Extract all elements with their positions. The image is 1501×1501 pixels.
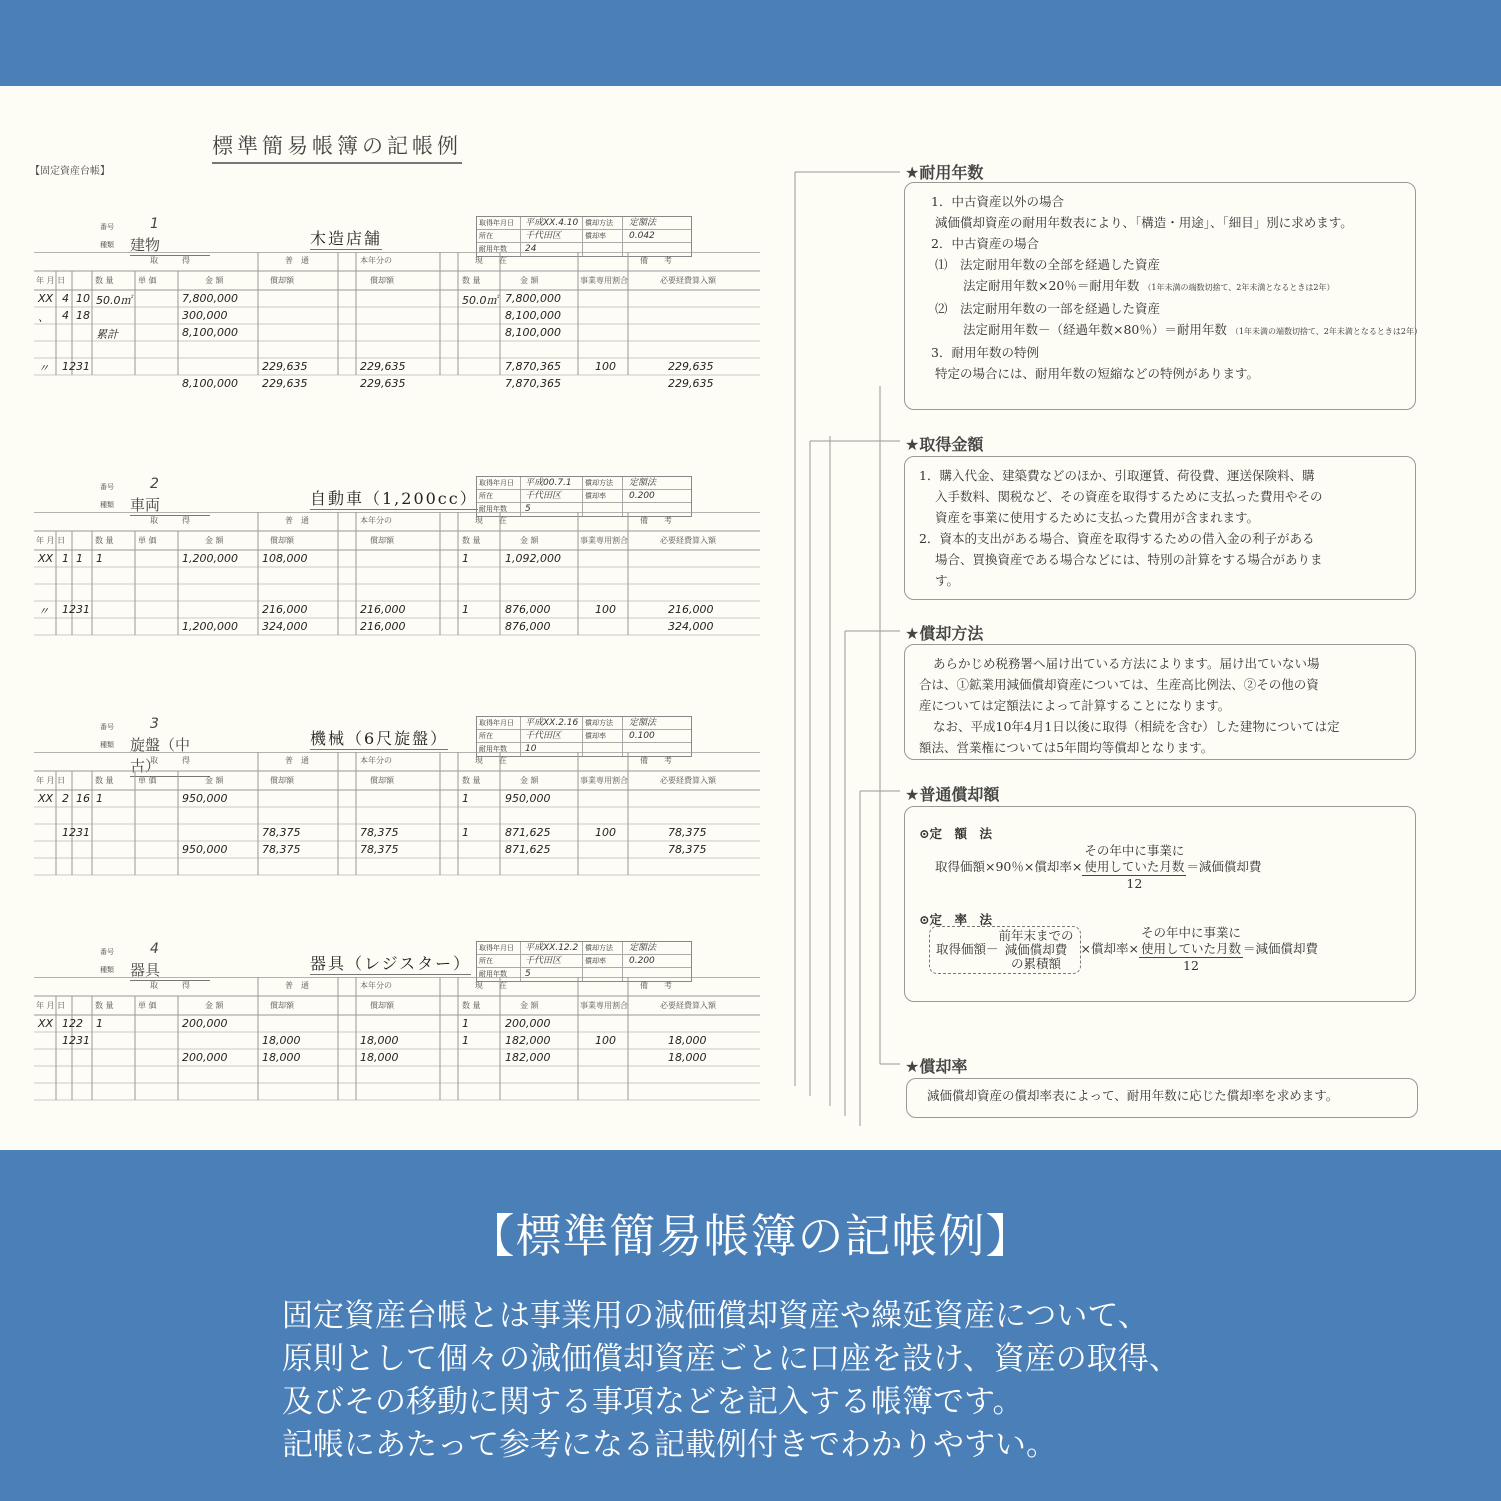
asset-no: 1 [150, 216, 159, 232]
column-header: 現 在 [475, 981, 507, 990]
info-cell: 千代田区 [521, 730, 583, 742]
top-banner [0, 0, 1501, 86]
column-header: 現 在 [475, 516, 507, 525]
info-cell: 償却方法 [583, 942, 623, 954]
asset-no: 3 [150, 716, 159, 732]
table-cell: 950,000 [182, 792, 228, 805]
note-line: 2．資本的支出がある場合、資産を取得するための借入金の利子がある [919, 531, 1315, 546]
info-cell: 千代田区 [521, 955, 583, 967]
table-cell: 100 [595, 1034, 616, 1047]
column-header: 償却額 [270, 536, 294, 545]
column-header: 年 月 日 [36, 536, 66, 545]
note-method-title: ★償却方法 [905, 624, 984, 643]
table-cell: 、 [38, 311, 49, 324]
table-cell: 324,000 [668, 620, 714, 633]
table-cell: 300,000 [182, 309, 228, 322]
column-header: 取 得 [150, 256, 190, 265]
info-cell: 償却率 [583, 490, 623, 502]
info-cell: 0.042 [629, 231, 655, 241]
column-header: 単 価 [138, 776, 157, 785]
column-header: 普 通 [285, 981, 309, 990]
info-cell: 取得年月日 [477, 717, 521, 729]
table-cell: 12 [62, 360, 76, 373]
table-cell: 100 [595, 360, 616, 373]
column-header: 償却額 [270, 276, 294, 285]
caption-line: 及びその移動に関する事項などを記入する帳簿です。 [282, 1384, 1024, 1420]
table-cell: 200,000 [505, 1017, 551, 1030]
column-header: 備 考 [640, 256, 672, 265]
column-header: 数 量 [462, 776, 481, 785]
column-header: 単 価 [138, 276, 157, 285]
column-header: 数 量 [95, 536, 114, 545]
table-cell: 18,000 [360, 1051, 399, 1064]
table-cell: 7,800,000 [182, 292, 238, 305]
note-line: 2．中古資産の場合 [931, 236, 1039, 251]
caption-body [282, 1295, 1382, 1467]
note-line: なお、平成10年4月1日以後に取得（相続を含む）した建物については定 [933, 719, 1340, 734]
table-cell: 4 [62, 309, 69, 322]
table-cell: 31 [76, 826, 90, 839]
table-cell: 950,000 [505, 792, 551, 805]
column-header: 備 考 [640, 981, 672, 990]
table-cell: 累計 [96, 328, 118, 341]
asset-name: 木造店舗 [310, 226, 382, 250]
table-cell: 1,200,000 [182, 552, 238, 565]
asset-name: 自動車（1,200cc） [310, 486, 478, 510]
table-cell: 16 [76, 792, 90, 805]
column-header: 金 額 [520, 1001, 539, 1010]
teiritsu-formula: 取得価額－ 前年末までの 減価償却費 の累積額 ×償却率× その年中に事業に 使用していた月数 12 ＝減価償却費 [929, 925, 1318, 974]
table-cell: 7,870,365 [505, 377, 561, 390]
asset-no-label: 番号 [100, 483, 114, 491]
column-header: 償却額 [370, 776, 394, 785]
table-cell: 50.0㎡ [96, 294, 132, 307]
info-cell: 耐用年数 [477, 968, 521, 981]
info-cell: 0.100 [629, 731, 655, 741]
table-cell: 229,635 [668, 360, 714, 373]
note-line: あらかじめ税務署へ届け出ている方法によります。届け出ていない場 [933, 656, 1320, 671]
table-cell: 18,000 [360, 1034, 399, 1047]
info-cell: 5 [521, 503, 583, 516]
column-header: 償却額 [370, 536, 394, 545]
column-header: 償却額 [370, 1001, 394, 1010]
table-cell: 229,635 [360, 377, 406, 390]
table-cell: 182,000 [505, 1034, 551, 1047]
note-line: 産については定額法によって計算することになります。 [919, 698, 1231, 713]
column-header: 数 量 [95, 1001, 114, 1010]
table-cell: 216,000 [360, 620, 406, 633]
table-cell: 8,100,000 [505, 309, 561, 322]
table-cell: 1 [462, 792, 469, 805]
column-header: 償却額 [370, 276, 394, 285]
table-cell: 871,625 [505, 826, 551, 839]
column-header: 金 額 [520, 276, 539, 285]
asset-no: 4 [150, 941, 159, 957]
column-header: 事業専用割合 [580, 776, 628, 785]
table-cell: 12 [62, 603, 76, 616]
table-cell: 78,375 [262, 826, 301, 839]
info-cell: 定額法 [629, 943, 657, 953]
table-cell: 108,000 [262, 552, 308, 565]
info-cell: 取得年月日 [477, 942, 521, 954]
info-cell: 所在 [477, 730, 521, 742]
note-line: ⑴ 法定耐用年数の全部を経過した資産 [935, 257, 1161, 272]
note-line: 場合、買換資産である場合などには、特別の計算をする場合がありま [935, 552, 1323, 567]
ledger-sheet [0, 86, 1501, 1150]
table-cell: 2 [62, 792, 69, 805]
table-cell: 1 [462, 1034, 469, 1047]
asset-type-label: 種類 [100, 741, 114, 749]
table-cell: 216,000 [262, 603, 308, 616]
asset-no: 2 [150, 476, 159, 492]
table-cell: 31 [76, 603, 90, 616]
column-header: 数 量 [95, 276, 114, 285]
table-cell: XX [38, 792, 54, 805]
table-cell: 18,000 [668, 1034, 707, 1047]
note-method-box [904, 644, 1416, 760]
note-line: 減価償却資産の償却率表によって、耐用年数に応じた償却率を求めます。 [927, 1088, 1339, 1103]
column-header: 必要経費算入額 [660, 1001, 716, 1010]
column-header: 年 月 日 [36, 1001, 66, 1010]
info-cell: 所在 [477, 230, 521, 242]
asset-type-label: 種類 [100, 501, 114, 509]
asset-type: 旋盤（中古） [130, 734, 210, 777]
info-cell: 償却方法 [583, 217, 623, 229]
asset-info-box [476, 716, 692, 757]
table-cell: 100 [595, 826, 616, 839]
table-cell: 31 [76, 1034, 90, 1047]
note-line: 3．耐用年数の特例 [931, 345, 1039, 360]
column-header: 金 額 [205, 536, 224, 545]
table-cell: 2 [76, 1017, 83, 1030]
asset-type: 車両 [130, 494, 210, 516]
column-header: 単 価 [138, 536, 157, 545]
column-header: 必要経費算入額 [660, 276, 716, 285]
document-label: 【固定資産台帳】 [30, 166, 110, 177]
table-cell: 216,000 [360, 603, 406, 616]
table-cell: 7,800,000 [505, 292, 561, 305]
column-header: 現 在 [475, 256, 507, 265]
caption-title: 【標準簡易帳簿の記帳例】 [468, 1209, 1033, 1263]
table-cell: 8,100,000 [182, 326, 238, 339]
note-life-title: ★耐用年数 [905, 163, 984, 182]
table-cell: 78,375 [360, 843, 399, 856]
table-cell: 1,092,000 [505, 552, 561, 565]
table-cell: 1 [62, 552, 69, 565]
column-header: 償却額 [270, 1001, 294, 1010]
column-header: 必要経費算入額 [660, 776, 716, 785]
column-header: 本年分の [360, 981, 392, 990]
table-cell: 12 [62, 1017, 76, 1030]
table-cell: 12 [62, 826, 76, 839]
info-cell: 定額法 [629, 478, 657, 488]
column-header: 年 月 日 [36, 776, 66, 785]
column-header: 現 在 [475, 756, 507, 765]
column-header: 本年分の [360, 256, 392, 265]
note-line: 1．中古資産以外の場合 [931, 194, 1064, 209]
asset-info-box [476, 216, 692, 257]
note-line: 法定耐用年数×20％＝耐用年数 （1年未満の端数切捨て、2年未満となるときは2年） [963, 278, 1335, 293]
info-cell: 千代田区 [521, 490, 583, 502]
table-cell: 1 [96, 552, 103, 565]
table-cell: 1 [96, 1017, 103, 1030]
column-header: 備 考 [640, 516, 672, 525]
column-header: 本年分の [360, 756, 392, 765]
info-cell: 定額法 [629, 218, 657, 228]
info-cell: 耐用年数 [477, 743, 521, 756]
asset-name: 機械（6尺旋盤） [310, 726, 448, 750]
table-cell: 78,375 [668, 826, 707, 839]
column-header: 償却額 [270, 776, 294, 785]
column-header: 普 通 [285, 756, 309, 765]
table-cell: 200,000 [182, 1017, 228, 1030]
table-cell: 876,000 [505, 620, 551, 633]
column-header: 取 得 [150, 516, 190, 525]
table-cell: 1 [462, 826, 469, 839]
info-cell: 平成XX.4.10 [521, 217, 583, 229]
column-header: 単 価 [138, 1001, 157, 1010]
column-header: 数 量 [462, 1001, 481, 1010]
column-header: 普 通 [285, 256, 309, 265]
table-cell: 1 [462, 603, 469, 616]
info-cell: 所在 [477, 490, 521, 502]
table-cell: 876,000 [505, 603, 551, 616]
column-header: 数 量 [462, 276, 481, 285]
table-cell: 182,000 [505, 1051, 551, 1064]
table-cell: 1 [96, 792, 103, 805]
table-cell: 950,000 [182, 843, 228, 856]
note-line: 入手数料、関税など、その資産を取得するために支払った費用やその [935, 489, 1323, 504]
column-header: 事業専用割合 [580, 536, 628, 545]
note-line: す。 [935, 573, 960, 588]
ledger-grid [0, 752, 800, 879]
table-cell: XX [38, 292, 54, 305]
column-header: 本年分の [360, 516, 392, 525]
asset-no-label: 番号 [100, 948, 114, 956]
table-cell: 7,870,365 [505, 360, 561, 373]
table-cell: 18,000 [262, 1034, 301, 1047]
asset-no-label: 番号 [100, 223, 114, 231]
teigaku-label: ⊙定 額 法 [919, 826, 992, 841]
table-cell: 8,100,000 [182, 377, 238, 390]
note-line: 法定耐用年数－（経過年数×80％）＝耐用年数 （1年未満の端数切捨て、2年未満となるときは2年） [963, 322, 1422, 337]
column-header: 年 月 日 [36, 276, 66, 285]
table-cell: 4 [62, 292, 69, 305]
asset-type: 建物 [130, 234, 210, 256]
table-cell: 229,635 [360, 360, 406, 373]
caption-line: 固定資産台帳とは事業用の減価償却資産や繰延資産について、 [282, 1298, 1149, 1334]
info-cell: 平成00.7.1 [521, 477, 583, 489]
note-acq-title: ★取得金額 [905, 435, 984, 454]
table-cell: XX [38, 552, 54, 565]
table-cell: XX [38, 1017, 54, 1030]
table-cell: 31 [76, 360, 90, 373]
info-cell: 償却率 [583, 955, 623, 967]
table-cell: 200,000 [182, 1051, 228, 1064]
column-header: 普 通 [285, 516, 309, 525]
column-header: 事業専用割合 [580, 1001, 628, 1010]
table-cell: 78,375 [668, 843, 707, 856]
table-cell: 18,000 [668, 1051, 707, 1064]
teiritsu-label: ⊙定 率 法 [919, 912, 992, 927]
info-cell: 償却率 [583, 730, 623, 742]
info-cell: 償却方法 [583, 717, 623, 729]
info-cell: 平成XX.12.2 [521, 942, 583, 954]
info-cell: 5 [521, 968, 583, 981]
table-cell: 1 [462, 1017, 469, 1030]
info-cell: 10 [521, 743, 583, 756]
table-cell: 871,625 [505, 843, 551, 856]
column-header: 事業専用割合 [580, 276, 628, 285]
note-acq-box [904, 456, 1416, 600]
table-cell: 〃 [38, 362, 49, 375]
column-header: 備 考 [640, 756, 672, 765]
note-rate-box [906, 1078, 1418, 1118]
table-cell: 78,375 [262, 843, 301, 856]
column-header: 金 額 [205, 276, 224, 285]
info-cell: 0.200 [629, 956, 655, 966]
column-header: 取 得 [150, 981, 190, 990]
column-header: 取 得 [150, 756, 190, 765]
table-cell: 100 [595, 603, 616, 616]
asset-type-label: 種類 [100, 241, 114, 249]
info-cell: 耐用年数 [477, 243, 521, 256]
table-cell: 〃 [38, 605, 49, 618]
asset-name: 器具（レジスター） [310, 951, 471, 975]
asset-no-label: 番号 [100, 723, 114, 731]
table-cell: 78,375 [360, 826, 399, 839]
info-cell: 償却方法 [583, 477, 623, 489]
table-cell: 50.0㎡ [462, 294, 498, 307]
table-cell: 1 [76, 552, 83, 565]
table-cell: 216,000 [668, 603, 714, 616]
note-normal-box [904, 806, 1416, 1002]
column-header: 必要経費算入額 [660, 536, 716, 545]
note-line: 額法、営業権については5年間均等償却となります。 [919, 740, 1214, 755]
info-cell: 定額法 [629, 718, 657, 728]
info-cell: 取得年月日 [477, 477, 521, 489]
asset-type-label: 種類 [100, 966, 114, 974]
info-cell: 償却率 [583, 230, 623, 242]
document-title: 標準簡易帳簿の記帳例 [212, 130, 462, 164]
note-line: 合は、①鉱業用減価償却資産については、生産高比例法、②その他の資 [919, 677, 1319, 692]
table-cell: 229,635 [668, 377, 714, 390]
column-header: 数 量 [95, 776, 114, 785]
table-cell: 229,635 [262, 360, 308, 373]
note-line: ⑵ 法定耐用年数の一部を経過した資産 [935, 301, 1161, 316]
teiritsu-dashed-box: 取得価額－ 前年末までの 減価償却費 の累積額 [929, 926, 1081, 974]
frac-numerator: その年中に事業に 使用していた月数 [1084, 843, 1185, 874]
asset-info-box [476, 941, 692, 982]
info-cell: 24 [521, 243, 583, 256]
table-cell: 229,635 [262, 377, 308, 390]
table-cell: 1,200,000 [182, 620, 238, 633]
column-header: 金 額 [520, 776, 539, 785]
table-cell: 18 [76, 309, 90, 322]
table-cell: 12 [62, 1034, 76, 1047]
note-rate-title: ★償却率 [905, 1057, 968, 1076]
note-line: 特定の場合には、耐用年数の短縮などの特例があります。 [935, 366, 1260, 381]
column-header: 金 額 [520, 536, 539, 545]
info-cell: 千代田区 [521, 230, 583, 242]
note-line: 資産を事業に使用するために支払った費用が含まれます。 [935, 510, 1260, 525]
info-cell: 所在 [477, 955, 521, 967]
note-normal-title: ★普通償却額 [905, 785, 1000, 804]
teigaku-formula: 取得価額×90％×償却率× その年中に事業に 使用していた月数 12 ＝減価償却費 [935, 843, 1262, 891]
info-cell: 平成XX.2.16 [521, 717, 583, 729]
info-cell: 取得年月日 [477, 217, 521, 229]
table-cell: 10 [76, 292, 90, 305]
info-cell: 0.200 [629, 491, 655, 501]
column-header: 金 額 [205, 1001, 224, 1010]
asset-type: 器具 [130, 959, 210, 981]
table-cell: 1 [462, 552, 469, 565]
table-cell: 8,100,000 [505, 326, 561, 339]
column-header: 金 額 [205, 776, 224, 785]
table-cell: 18,000 [262, 1051, 301, 1064]
asset-info-box [476, 476, 692, 517]
column-header: 数 量 [462, 536, 481, 545]
caption-line: 記帳にあたって参考になる記載例付きでわかりやすい。 [282, 1427, 1057, 1463]
caption-line: 原則として個々の減価償却資産ごとに口座を設け、資産の取得、 [282, 1341, 1180, 1377]
note-life-box [904, 182, 1422, 410]
info-cell: 耐用年数 [477, 503, 521, 516]
table-cell: 324,000 [262, 620, 308, 633]
note-line: 減価償却資産の耐用年数表により、「構造・用途」、「細目」別に求めます。 [935, 215, 1353, 230]
note-line: 1．購入代金、建築費などのほか、引取運賃、荷役費、運送保険料、購 [919, 468, 1315, 483]
